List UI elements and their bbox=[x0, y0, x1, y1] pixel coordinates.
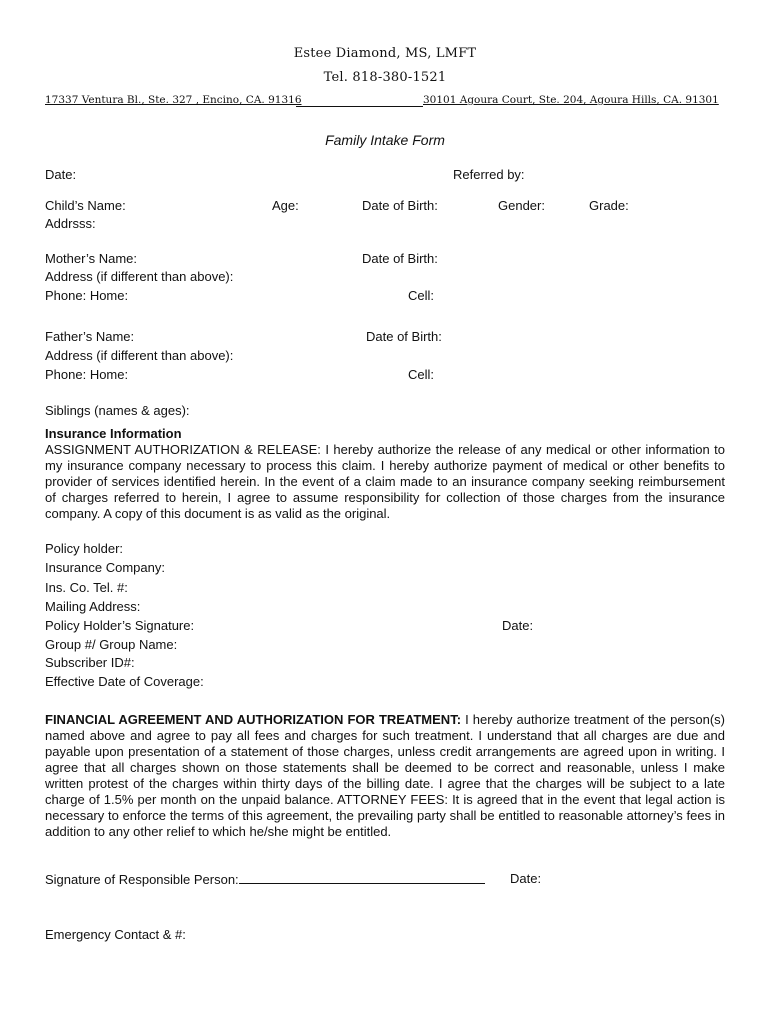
form-title: Family Intake Form bbox=[325, 132, 445, 148]
policy-holder-signature-label: Policy Holder’s Signature: bbox=[45, 618, 195, 633]
address-divider-line bbox=[296, 106, 423, 107]
practitioner-phone: Tel. 818-380-1521 bbox=[323, 70, 447, 85]
referred-by-label: Referred by: bbox=[453, 167, 525, 182]
insurance-tel-label: Ins. Co. Tel. #: bbox=[45, 580, 128, 595]
group-name-label: Group #/ Group Name: bbox=[45, 637, 178, 652]
responsible-signature-label: Signature of Responsible Person: bbox=[45, 872, 239, 887]
mother-phone-home-label: Phone: Home: bbox=[45, 288, 129, 303]
date-label: Date: bbox=[45, 167, 77, 182]
siblings-label: Siblings (names & ages): bbox=[45, 403, 190, 418]
mother-cell-label: Cell: bbox=[408, 288, 435, 303]
insurance-heading: Insurance Information bbox=[45, 426, 182, 441]
insurance-authorization-paragraph: ASSIGNMENT AUTHORIZATION & RELEASE: I hereby authorize the release of any medical or other information to my insurance company necessary to process this claim. I hereby authorize payment of medical or other benefits to provider of services identified herein. In the event of a claim made to an insurance company seeking reimbursement of charges referred to herein, I agree to assume responsibility for collection of those charges from the insurance company. A copy of this document is as valid as the original. bbox=[45, 442, 725, 521]
mother-address-label: Address (if different than above): bbox=[45, 269, 234, 284]
financial-agreement-paragraph bbox=[45, 712, 725, 840]
child-grade-label: Grade: bbox=[589, 198, 629, 213]
responsible-signature-line[interactable] bbox=[239, 871, 485, 884]
insurance-company-label: Insurance Company: bbox=[45, 560, 165, 575]
mailing-address-label: Mailing Address: bbox=[45, 599, 141, 614]
policy-signature-date-label: Date: bbox=[502, 618, 534, 633]
subscriber-id-label: Subscriber ID#: bbox=[45, 655, 135, 670]
effective-date-label: Effective Date of Coverage: bbox=[45, 674, 204, 689]
office-address-encino: 17337 Ventura Bl., Ste. 327 , Encino, CA. 91316 bbox=[45, 94, 302, 106]
office-address-agoura: 30101 Agoura Court, Ste. 204, Agoura Hills, CA. 91301 bbox=[423, 94, 719, 106]
father-cell-label: Cell: bbox=[408, 367, 435, 382]
policy-holder-label: Policy holder: bbox=[45, 541, 124, 556]
child-address-label: Addrsss: bbox=[45, 216, 96, 231]
responsible-signature-date-label: Date: bbox=[510, 871, 542, 886]
father-phone-home-label: Phone: Home: bbox=[45, 367, 129, 382]
financial-agreement-text: I hereby authorize treatment of the person(s) named above and agree to pay all fees and charges for such treatment. I understand that all charges are due and payable upon presentation of a statement of those charges, unless credit arrangements are agreed upon in writing. I agree that all charges shown on those statements shall be deemed to be correct and reasonable, unless I make written protest of the charges within thirty days of the billing date. I agree that the charges will be subject to a late charge of 1.5% per month on the unpaid balance. ATTORNEY FEES: It is agreed that in the event that legal action is necessary to enforce the terms of this agreement, the prevailing party shall be entitled to reasonable attorney’s fees in addition to any other relief to which he/she might be entitled. bbox=[45, 712, 725, 839]
child-gender-label: Gender: bbox=[498, 198, 545, 213]
father-address-label: Address (if different than above): bbox=[45, 348, 234, 363]
responsible-signature-row bbox=[45, 871, 485, 887]
child-name-label: Child’s Name: bbox=[45, 198, 126, 213]
mother-dob-label: Date of Birth: bbox=[362, 251, 438, 266]
emergency-contact-label: Emergency Contact & #: bbox=[45, 927, 186, 942]
financial-agreement-heading: FINANCIAL AGREEMENT AND AUTHORIZATION FOR TREATMENT: bbox=[45, 712, 462, 727]
child-dob-label: Date of Birth: bbox=[362, 198, 438, 213]
child-age-label: Age: bbox=[272, 198, 299, 213]
father-name-label: Father’s Name: bbox=[45, 329, 135, 344]
father-dob-label: Date of Birth: bbox=[366, 329, 442, 344]
practitioner-name: Estee Diamond, MS, LMFT bbox=[293, 46, 477, 61]
mother-name-label: Mother’s Name: bbox=[45, 251, 137, 266]
